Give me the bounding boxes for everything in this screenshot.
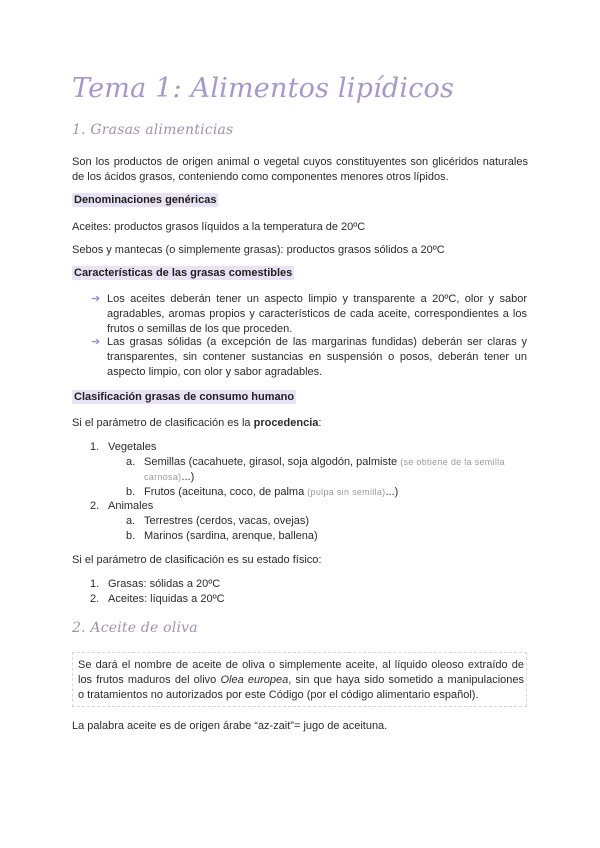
intro-line-2: de los ácidos grasos, conteniendo como componentes menores otros lípidos. [72, 171, 449, 183]
list-item-frutos [144, 485, 398, 500]
section-heading-grasas: 1. Grasas alimenticias [72, 122, 234, 138]
semillas-note-cont: carnosa) [144, 472, 182, 482]
list-item-vegetales: Vegetales [108, 441, 157, 453]
bullet-aceites-line-1: Los aceites deberán tener un aspecto limpio y transparente a 20ºC, olor y sabor [107, 293, 527, 305]
callout-line-2-b: , sin que haya sido sometido a manipulaciones [288, 674, 524, 686]
list-item-marinos: Marinos (sardina, arenque, ballena) [144, 530, 318, 542]
callout-line-2-a: los frutos maduros del olivo [78, 674, 221, 686]
procedencia-suffix: : [318, 417, 322, 429]
procedencia-bold: procedencia [253, 417, 319, 429]
frutos-end: ...) [385, 486, 399, 498]
bullet-grasas-line-2: transparentes, sin contener sustancias en suspensión o posos, deberán tener un [107, 351, 527, 363]
list-item-terrestres: Terrestres (cerdos, vacas, ovejas) [144, 515, 310, 527]
callout-line-3: o tratamientos no autorizados por este Código (por el código alimentario español). [78, 689, 479, 701]
list-number: 1. [90, 578, 100, 590]
clasificacion-heading: Clasificación grasas de consumo humano [74, 391, 295, 403]
list-item-semillas-cont [144, 470, 194, 485]
procedencia-intro [72, 416, 321, 431]
callout-line-2 [78, 673, 524, 688]
intro-line-1: Son los productos de origen animal o vegetal cuyos constituyentes son glicéridos naturales [72, 156, 528, 168]
list-letter: b. [126, 486, 136, 498]
bullet-aceites [107, 292, 527, 337]
bullet-aceites-line-2: agradables, aromas propios y característicos de cada aceite, correspondientes a los [107, 308, 527, 320]
frutos-note: (pulpa sin semilla) [307, 487, 386, 497]
bullet-grasas [107, 335, 527, 380]
section-heading-aceite-oliva: 2. Aceite de oliva [72, 620, 198, 636]
caracteristicas-heading: Características de las grasas comestibles [74, 267, 293, 279]
sebos-definition: Sebos y mantecas (o simplemente grasas): productos grasos sólidos a 20ºC [72, 244, 445, 256]
arrow-bullet-icon: ➔ [91, 293, 101, 305]
callout-text [78, 658, 524, 703]
list-letter: a. [126, 515, 136, 527]
aceites-definition: Aceites: productos grasos líquidos a la temperatura de 20ºC [72, 221, 366, 233]
arrow-bullet-icon: ➔ [91, 336, 101, 348]
list-letter: b. [126, 530, 136, 542]
list-letter: a. [126, 456, 136, 468]
list-number: 2. [90, 593, 100, 605]
semillas-note: (se obtiene de la semilla [400, 457, 505, 467]
caracteristicas-heading-wrap [72, 266, 294, 281]
estado-intro: Si el parámetro de clasificación es su estado físico: [72, 554, 322, 566]
bullet-aceites-line-3: frutos o semillas de los que proceden. [107, 323, 293, 335]
callout-line-1: Se dará el nombre de aceite de oliva o simplemente aceite, al líquido oleoso extraído de [78, 659, 524, 671]
page-title: Tema 1: Alimentos lipídicos [72, 73, 455, 104]
procedencia-prefix: Si el parámetro de clasificación es la [72, 417, 254, 429]
semillas-text: Semillas (cacahuete, girasol, soja algodón, palmiste [144, 456, 401, 468]
semillas-end: ...) [181, 471, 195, 483]
frutos-text: Frutos (aceituna, coco, de palma [144, 486, 308, 498]
bullet-grasas-line-3: aspecto limpio, con olor y sabor agradables. [107, 366, 323, 378]
callout-species: Olea europea [220, 674, 289, 686]
denominaciones-heading-wrap [72, 193, 218, 208]
list-item-animales: Animales [108, 500, 154, 512]
intro-paragraph [72, 155, 528, 185]
list-item-semillas [144, 455, 528, 470]
list-item-aceites: Aceites: líquidas a 20ºC [108, 593, 225, 605]
list-item-grasas: Grasas: sólidas a 20ºC [108, 578, 221, 590]
list-number: 1. [90, 441, 100, 453]
list-number: 2. [90, 500, 100, 512]
etymology-line: La palabra aceite es de origen árabe “az-zait”= jugo de aceituna. [72, 720, 388, 732]
clasificacion-heading-wrap [72, 390, 296, 405]
bullet-grasas-line-1: Las grasas sólidas (a excepción de las margarinas fundidas) deberán ser claras y [107, 336, 527, 348]
denominaciones-heading: Denominaciones genéricas [74, 194, 217, 206]
